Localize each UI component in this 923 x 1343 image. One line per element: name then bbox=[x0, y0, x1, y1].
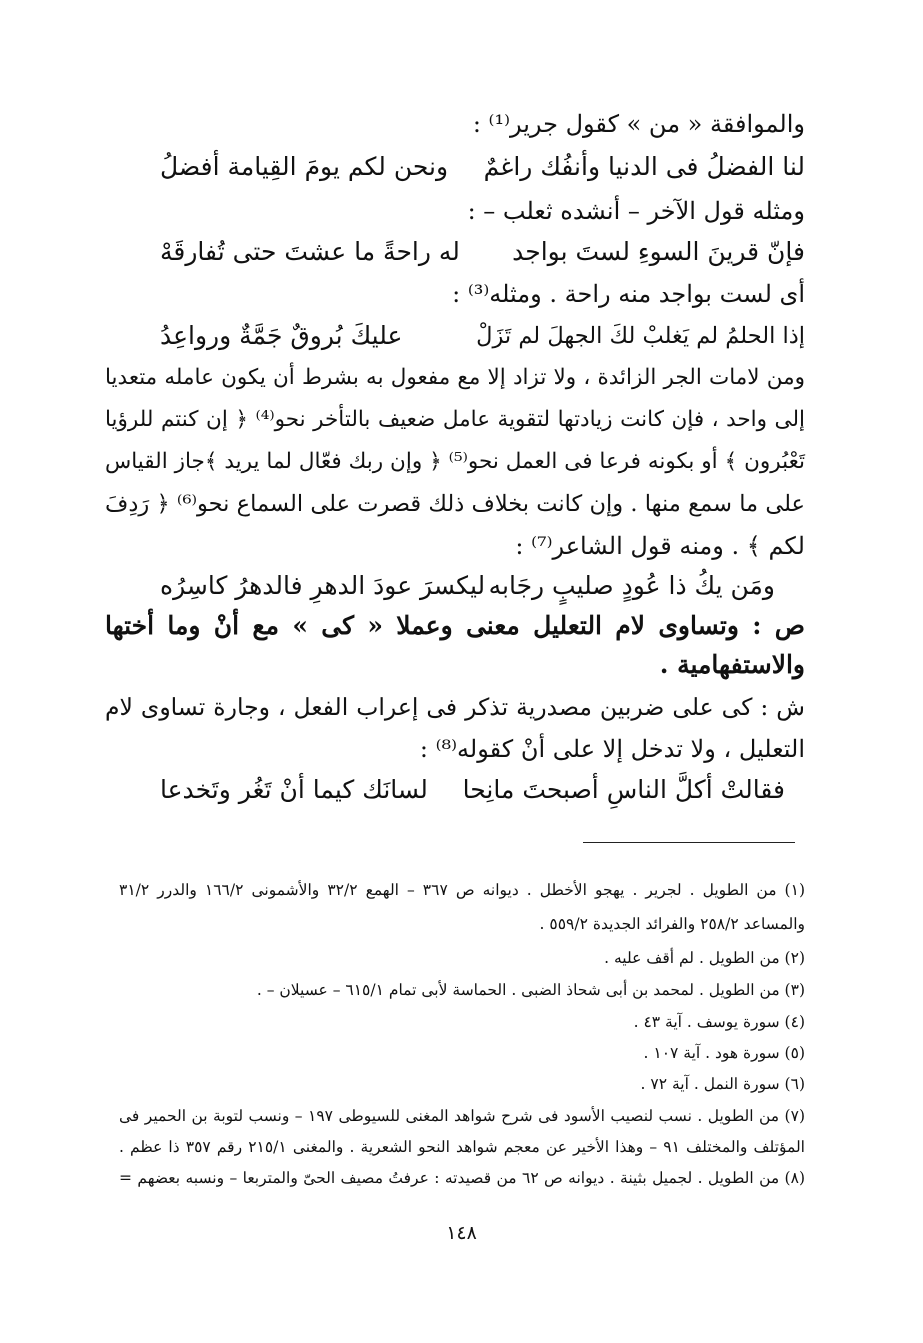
text-line: تَعْبُرون ﴾ أو بكونه فرعا فى العمل نحو⁽⁵⁾ ﴿ وإن ربك فعّال لما يريد ﴾جاز القياس bbox=[105, 449, 805, 474]
footnote: (٧) من الطويل . نسب لنصيب الأسود فى شرح شواهد المغنى للسيوطى ١٩٧ – ونسب لتوبة بن الحمير فى bbox=[119, 1107, 805, 1125]
verse-hemistich-second: عليكَ بُروقٌ جَمَّةٌ ورواعِدُ bbox=[160, 321, 403, 350]
text-line: التعليل ، ولا تدخل إلا على أنْ كقوله⁽⁸⁾ : bbox=[419, 735, 805, 763]
text-line: ومثله قول الآخر – أنشده ثعلب – : bbox=[467, 197, 805, 225]
text-line: أى لست بواجد منه راحة . ومثله⁽³⁾ : bbox=[452, 280, 805, 308]
text-line: إلى واحد ، فإن كانت زيادتها لتقوية عامل ضعيف بالتأخر نحو⁽⁴⁾ ﴿ إن كنتم للرؤيا bbox=[105, 407, 806, 432]
text-line: والموافقة « من » كقول جرير⁽¹⁾ : bbox=[472, 110, 805, 138]
footnote: (٦) سورة النمل . آية ٧٢ . bbox=[640, 1075, 805, 1093]
verse-hemistich-first: إذا الحلمُ لم يَغلبْ لكَ الجهلَ لم تَزَلْ bbox=[476, 323, 805, 349]
footnote-continued: المؤتلف والمختلف ٩١ – وهذا الأخير عن معجم شواهد النحو الشعرية . والمغنى ٢١٥/١ رقم ٣٥٧ ذا عظم . bbox=[119, 1138, 805, 1156]
footnote: (٨) من الطويل . لجميل بثينة . ديوانه ص ٦٢ من قصيدته : عرفتُ مصيف الحىّ والمتربعا – ونسبه بعضهم = bbox=[119, 1169, 805, 1187]
page-number: ١٤٨ bbox=[446, 1222, 477, 1244]
text-line: لكم ﴾ . ومنه قول الشاعر⁽⁷⁾ : bbox=[515, 532, 805, 560]
footnote: (٤) سورة يوسف . آية ٤٣ . bbox=[633, 1013, 805, 1031]
text-line: ش : كى على ضربين مصدرية تذكر فى إعراب الفعل ، وجارة تساوى لام bbox=[105, 693, 805, 721]
verse-hemistich-first: ومَن يكُ ذا عُودٍ صليبٍ رجَابه bbox=[488, 571, 775, 600]
text-line: على ما سمع منها . وإن كانت بخلاف ذلك قصرت على السماع نحو⁽⁶⁾ ﴿ رَدِفَ bbox=[105, 491, 805, 517]
text-line: ومن لامات الجر الزائدة ، ولا تزاد إلا مع مفعول به بشرط أن يكون عامله متعديا bbox=[105, 365, 805, 390]
verse-hemistich-second: لسانَك كيما أنْ تَغُر وتَخدعا bbox=[160, 775, 428, 804]
footnote: (٢) من الطويل . لم أقف عليه . bbox=[604, 949, 805, 967]
footnote: (٥) سورة هود . آية ١٠٧ . bbox=[643, 1044, 805, 1062]
section-heading: ص : وتساوى لام التعليل معنى وعملا « كى » مع أنْ وما أختها bbox=[105, 611, 805, 640]
footnote-separator bbox=[583, 842, 795, 843]
verse-hemistich-first: فإنّ قرينَ السوءِ لستَ بواجد bbox=[512, 237, 805, 266]
verse-hemistich-first: لنا الفضلُ فى الدنيا وأنفُك راغمٌ bbox=[483, 152, 805, 181]
verse-hemistich-second: ليكسرَ عودَ الدهرِ فالدهرُ كاسِرُه bbox=[160, 571, 486, 600]
footnote-continued: والمساعد ٢٥٨/٢ والفرائد الجديدة ٥٥٩/٢ . bbox=[539, 915, 805, 933]
verse-hemistich-first: فقالتْ أكلَّ الناسِ أصبحتَ مانِحا bbox=[462, 775, 785, 804]
section-heading-continued: والاستفهامية . bbox=[659, 650, 805, 679]
footnote: (١) من الطويل . لجرير . يهجو الأخطل . ديوانه ص ٣٦٧ – الهمع ٣٢/٢ والأشمونى ١٦٦/٢ والدرر ٣١/٢ bbox=[119, 881, 805, 899]
footnote: (٣) من الطويل . لمحمد بن أبى شحاذ الضبى . الحماسة لأبى تمام ٦١٥/١ – عسيلان – . bbox=[256, 981, 805, 999]
verse-hemistich-second: ونحن لكم يومَ القِيامة أفضلُ bbox=[160, 152, 449, 181]
verse-hemistich-second: له راحةً ما عشتَ حتى تُفارقَهْ bbox=[160, 237, 460, 266]
